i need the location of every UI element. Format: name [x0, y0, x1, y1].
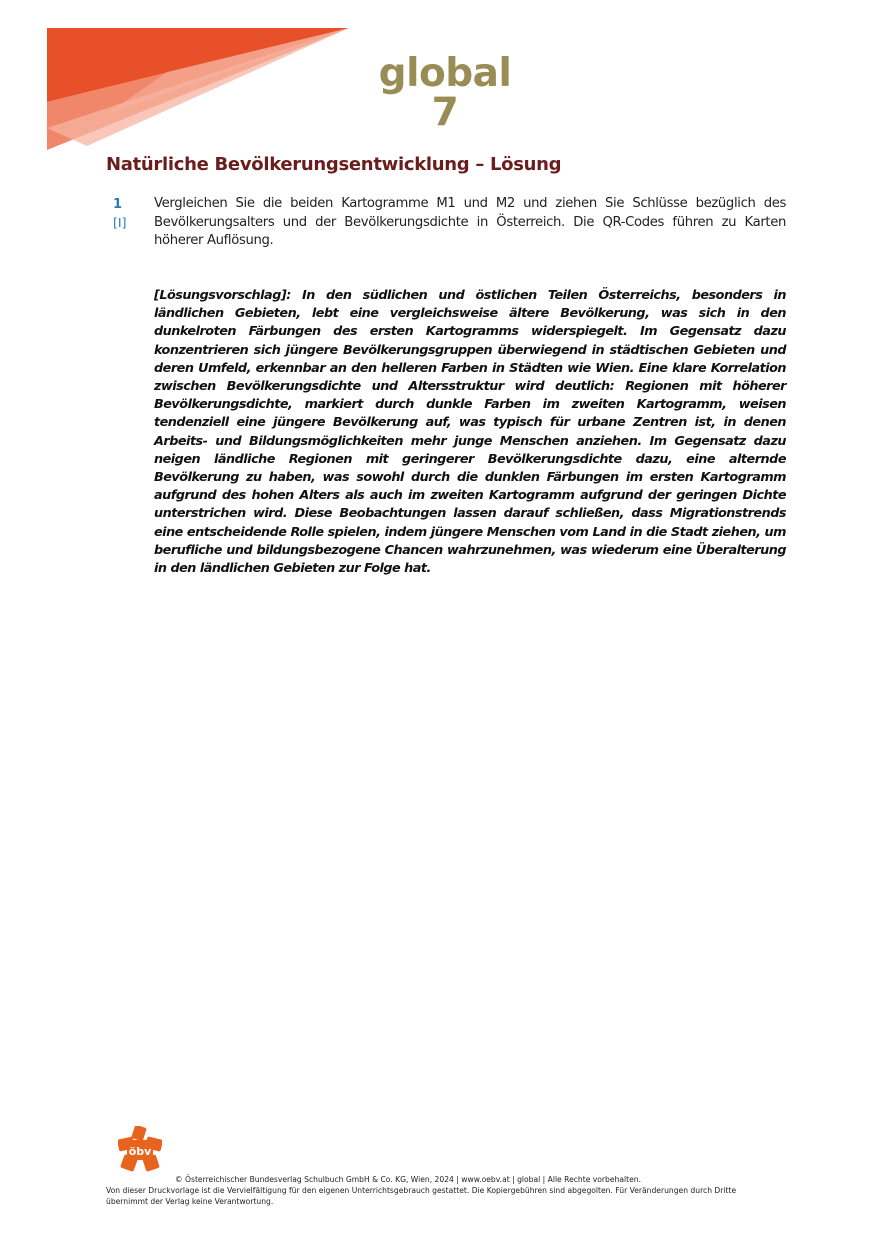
obv-logo-icon — [118, 1126, 162, 1172]
task-level: [I] — [113, 215, 127, 230]
footer-copyright: © Österreichischer Bundesverlag Schulbuch GmbH & Co. KG, Wien, 2024 | www.oebv.at | global | Alle Rechte vorbehalten. — [175, 1175, 642, 1184]
task-number: 1 — [113, 197, 123, 212]
task-text: Vergleichen Sie die beiden Kartogramme M1 und M2 und ziehen Sie Schlüsse bezüglich des Bevölkerungsalters und der Bevölkerungsdichte in Österreich. Die QR-Codes führen zu Karten höherer Auflösung. — [154, 196, 786, 248]
page-title: Natürliche Bevölkerungsentwicklung – Lösung — [106, 154, 562, 175]
footer-notice: Von dieser Druckvorlage ist die Vervielfältigung für den eigenen Unterrichtsgebrauch gestattet. Die Kopiergebühren sind abgegolten. Für Veränderungen durch Dritte übernimmt der Verlag keine Verantwortung. — [106, 1186, 737, 1206]
header-decoration-graphic — [47, 28, 352, 150]
brand-title: global 7 — [378, 51, 512, 135]
solution-text: [Lösungsvorschlag]: In den südlichen und östlichen Teilen Österreichs, besonders in ländlichen Gebieten, lebt eine vergleichsweise ältere Bevölkerung, was sich in den dunkelroten Färbungen des ersten Kartogramms widerspiegelt. Im Gegensatz dazu konzentrieren sich jüngere Bevölkerungsgruppen überwiegend in städtischen Gebieten und deren Umfeld, erkennbar an den helleren Farben in Städten wie Wien. Eine klare Korrelation zwischen Bevölkerungsdichte und Altersstruktur wird deutlich: Regionen mit höherer Bevölkerungsdichte, markiert durch dunkle Farben im zweiten Kartogramm, weisen tendenziell eine jüngere Bevölkerung auf, was typisch für urbane Zentren ist, in denen Arbeits- und Bildungsmöglichkeiten mehr junge Menschen anziehen. Im Gegensatz dazu neigen ländliche Regionen mit geringerer Bevölkerungsdichte dazu, eine alternde Bevölkerung zu haben, was sowohl durch die dunklen Färbungen im ersten Kartogramm aufgrund des hohen Alters als auch im zweiten Kartogramm aufgrund der geringen Dichte unterstrichen wird. Diese Beobachtungen lassen darauf schließen, dass Migrationstrends eine entscheidende Rolle spielen, indem jüngere Menschen vom Land in die Stadt ziehen, um berufliche und bildungsbezogene Chancen wahrzunehmen, was wiederum eine Überalterung in den ländlichen Gebieten zur Folge hat. — [154, 288, 786, 577]
logo-text: öbv — [128, 1145, 152, 1158]
